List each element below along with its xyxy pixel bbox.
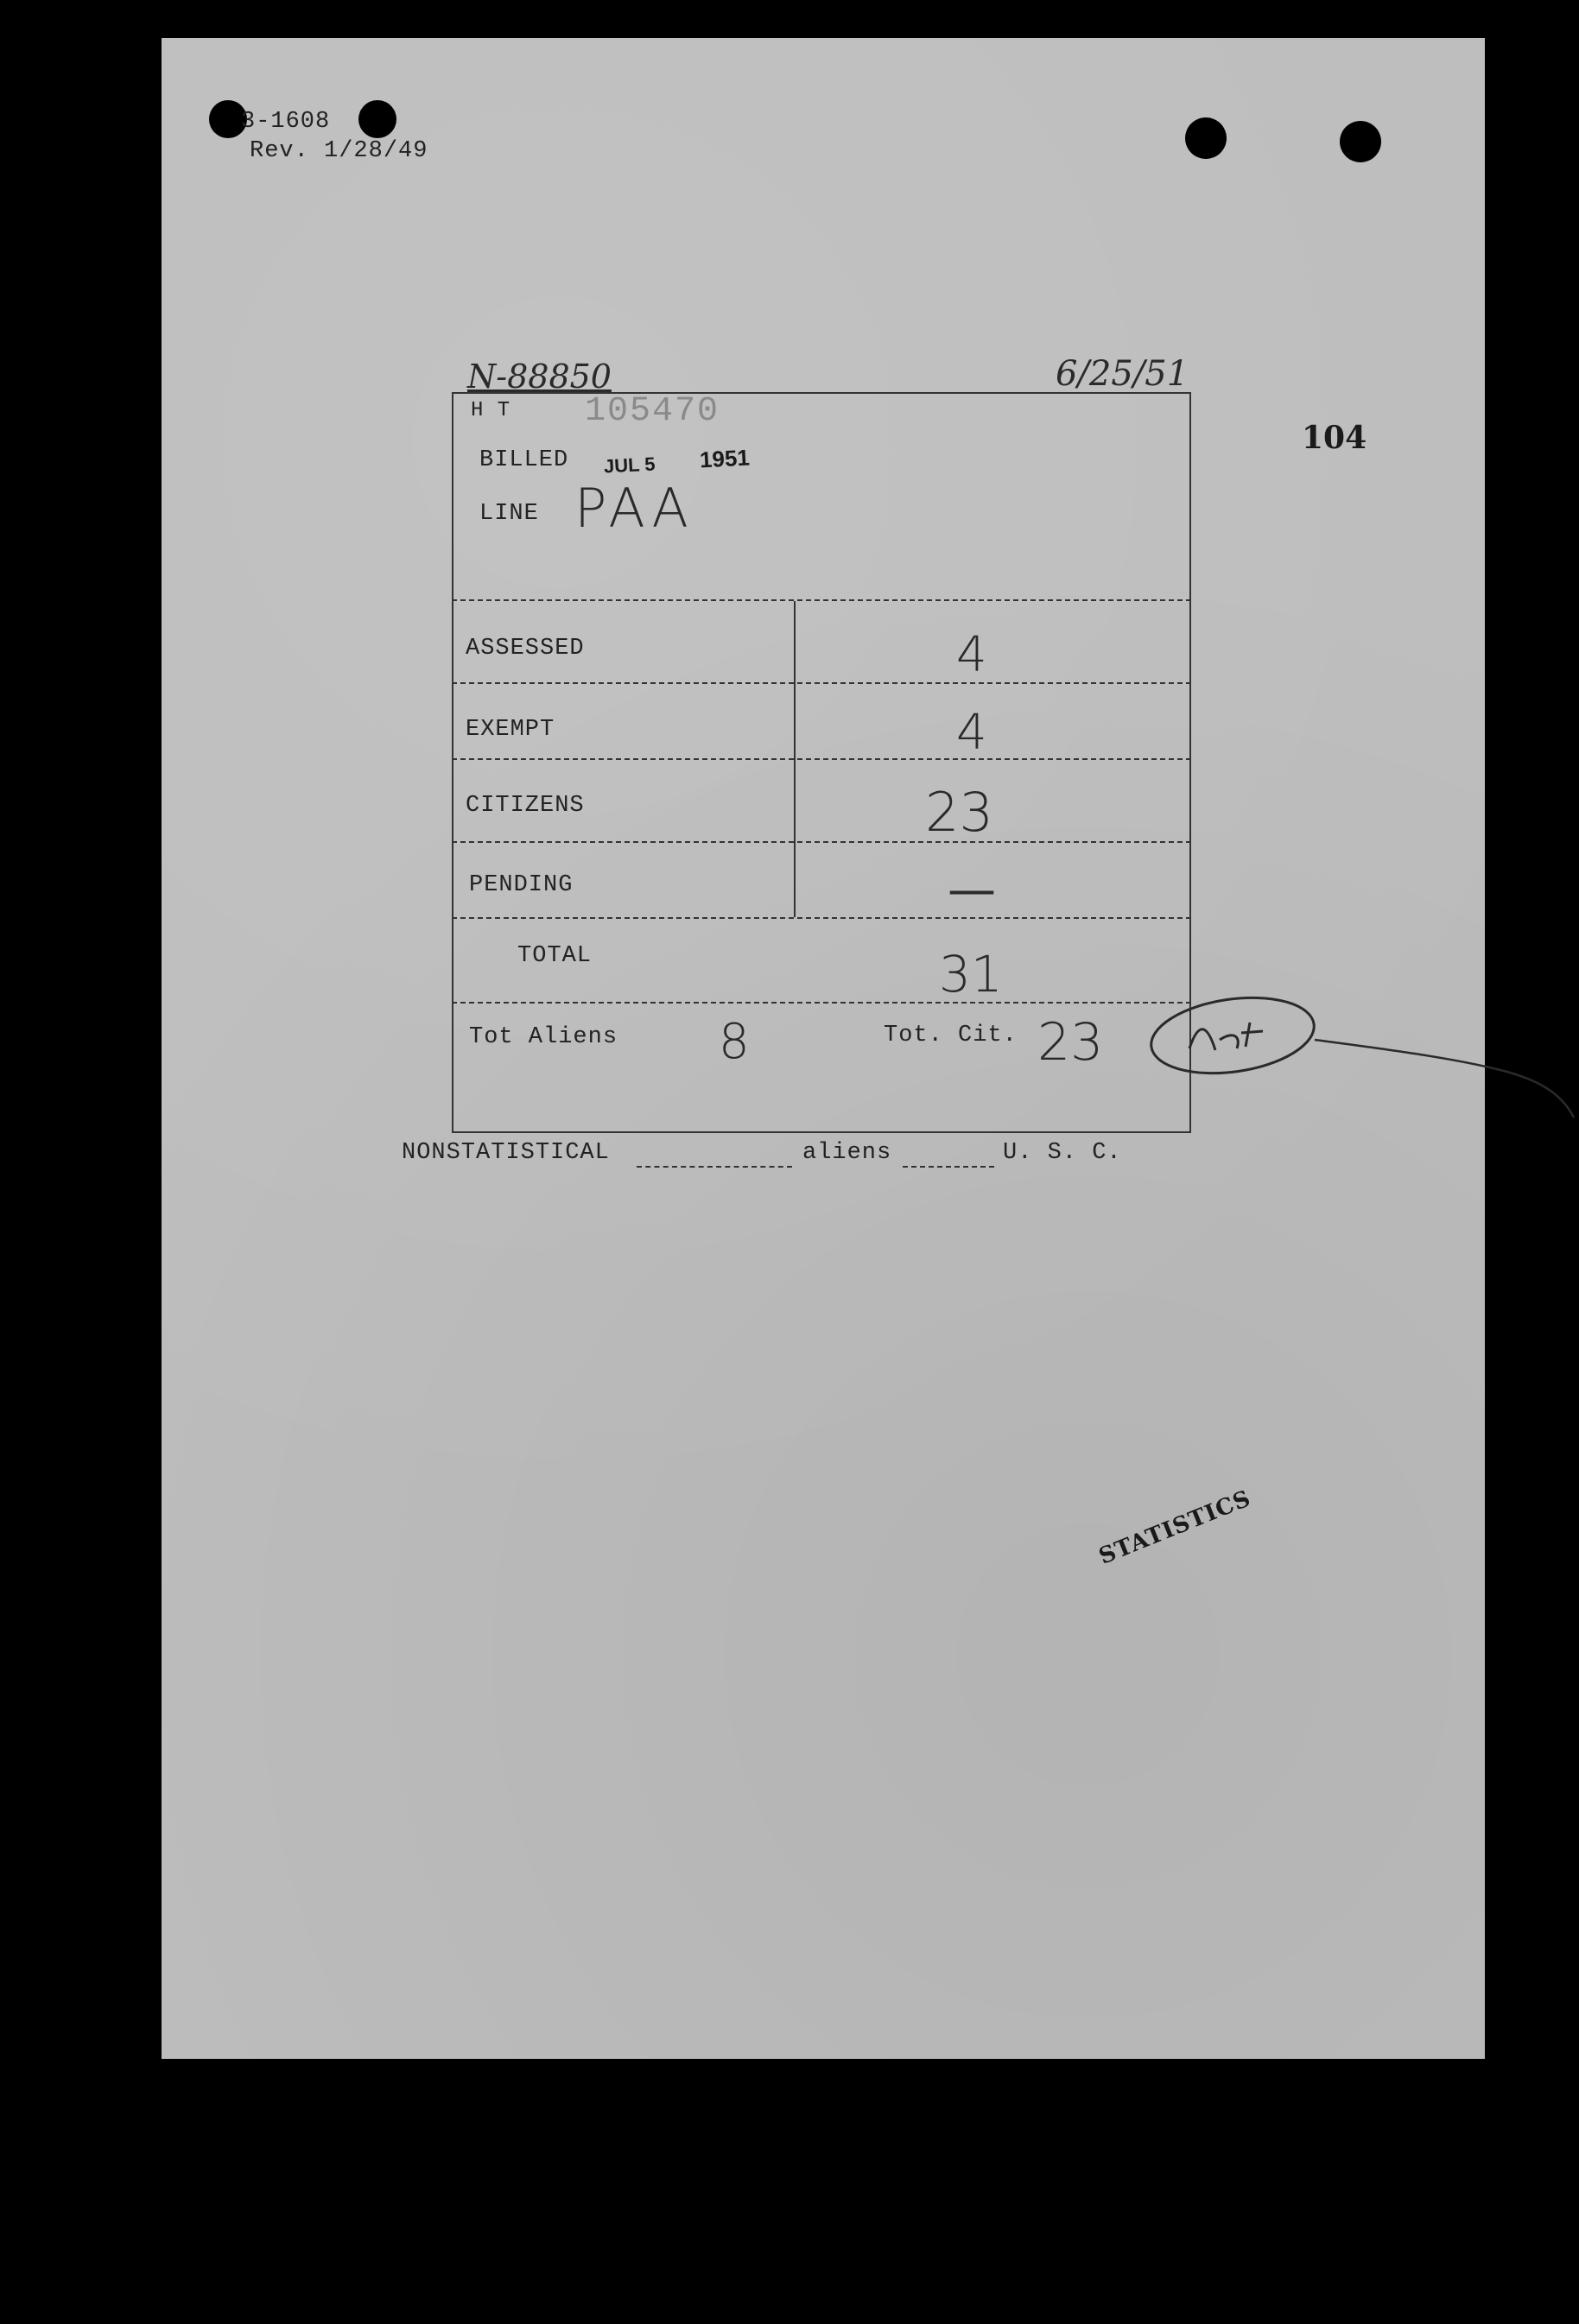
nonstatistical-aliens-label: aliens xyxy=(802,1140,892,1166)
punch-hole-right-1 xyxy=(1185,117,1227,159)
row-label-exempt: EXEMPT xyxy=(466,717,555,743)
row-label-pending: PENDING xyxy=(469,872,574,898)
divider-exempt xyxy=(452,758,1191,760)
initials-scribble xyxy=(1138,988,1579,1195)
row-value-assessed: 4 xyxy=(956,627,987,683)
punch-hole-right-2 xyxy=(1340,121,1381,162)
ht-value: 105470 xyxy=(585,392,720,431)
form-number: 3-1608 xyxy=(241,109,331,135)
column-divider xyxy=(794,601,796,917)
tot-citizens-value: 23 xyxy=(1037,1012,1104,1073)
divider-header xyxy=(452,599,1191,601)
form-revision: Rev. 1/28/49 xyxy=(250,138,428,164)
nonstatistical-usc-label: U. S. C. xyxy=(1003,1140,1122,1166)
divider-pending xyxy=(452,917,1191,919)
divider-assessed xyxy=(452,682,1191,684)
row-label-assessed: ASSESSED xyxy=(466,636,585,662)
tot-aliens-value: 8 xyxy=(719,1014,750,1070)
billed-stamp-year: 1951 xyxy=(699,444,751,473)
billed-stamp-month: JUL 5 xyxy=(603,453,656,478)
row-value-exempt: 4 xyxy=(956,705,987,761)
punch-hole-left-2 xyxy=(358,100,396,138)
row-label-citizens: CITIZENS xyxy=(466,793,585,819)
row-value-citizens: 23 xyxy=(925,781,993,844)
line-label: LINE xyxy=(479,501,539,527)
nonstatistical-blank-1 xyxy=(637,1166,792,1168)
total-value: 31 xyxy=(939,945,1003,1004)
ht-label: H T xyxy=(471,399,511,422)
row-value-pending: — xyxy=(948,862,996,918)
nonstatistical-label: NONSTATISTICAL xyxy=(402,1140,610,1166)
line-value: PAA xyxy=(574,477,694,540)
nonstatistical-blank-2 xyxy=(903,1166,994,1168)
document-page xyxy=(162,38,1485,2059)
billed-label: BILLED xyxy=(479,447,569,473)
divider-citizens xyxy=(452,841,1191,843)
total-label: TOTAL xyxy=(517,943,593,969)
tot-aliens-label: Tot Aliens xyxy=(469,1024,618,1050)
statistics-stamp: STATISTICS xyxy=(1095,1485,1255,1570)
tot-citizens-label: Tot. Cit. xyxy=(884,1023,1018,1048)
file-number: N-88850 xyxy=(467,358,612,396)
form-date: 6/25/51 xyxy=(1056,354,1189,394)
divider-total xyxy=(452,1002,1191,1004)
page-number: 104 xyxy=(1302,420,1367,456)
